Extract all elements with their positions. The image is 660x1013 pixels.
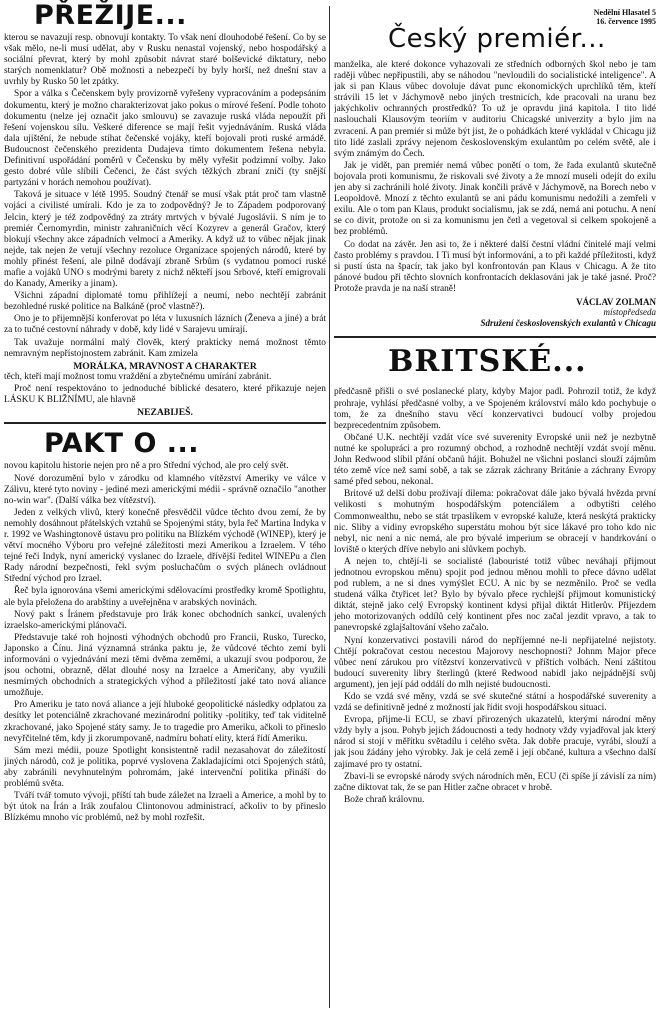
centered-slogan: MORÁLKA, MRAVNOST A CHARAKTER — [73, 360, 257, 372]
article-paragraph: Sám mezi médii, pouze Spotlight konsistentně radil nezasahovat do záležitostí jiných národů, což je politika, poprvé vyslovena Zakladajícími otci Spojených států, aby zabránili nevyhnutelným pohromám, jaké intervenční politika přináší do problémů světa. — [4, 745, 326, 790]
article-paragraph: Co dodat na závěr. Jen asi to, že i některé další čestní vládní činitelé mají velmi často problémy s pravdou. I Ti musí být informováni, a to při každé příležitosti, když si pustí ústa na špacír, tak jako byl konfrontován pan Klaus v Chicagu. A že tito pánové budou při těchto slovních konfrontacích deklasováni jak je také jasné. Proč? Protože pravda je na naší straně! — [334, 239, 656, 294]
masthead — [594, 8, 656, 26]
article-paragraph: Tak uvažuje normální malý člověk, který prakticky nemá možnost těmto nemravným nepřístojnostem zabránit. Kam zmizela — [4, 337, 326, 359]
centered-slogan: NEZABIJEŠ. — [137, 407, 193, 419]
article-paragraph: Zbavi-li se evropské národy svých národních měn, ECU (či spíše jí závislí za ním) začne diktovat tak, že se pan Hitler začne obracet v hrobě. — [334, 771, 656, 793]
signature-role: místopředseda — [603, 307, 656, 318]
article-paragraph: Všichni západní diplomaté tomu přihlížejí a neumí, nebo nechtějí zabránit bezohledné ruské politice na Balkáně (proč vlastně?). — [4, 291, 326, 313]
article-title-pakt: PAKT O ... — [44, 428, 200, 460]
article-paragraph: předčasně přišli o své poslanecké platy, kdyby Major padl. Pohrozil totiž, že když prohraje, vyhlásí předčasné volby, a ve Spojeném království málo kdo pochybuje o tom, že za dnešního stavu věcí konzervativci budoucí volby projedou bezprecedentním způsobem. — [334, 387, 656, 431]
article-paragraph: Představuje také roh hojnosti výhodných obchodů pro Francii, Rusko, Turecko, Japonsko a Čínu. Jiná významná stránka paktu je, že vůdcové těchto zemí byli informováni o vyjednávání mezi těmi dvěma zeměmi, a ukazují svou podporou, že jsou ochotni, obrazně, dělat dlouhé nosy na Izraelce a Američany, aby využili nesmírných obchodních a strategických výhod a příležitostí jaké tato nová aliance umožňuje. — [4, 632, 326, 699]
article-paragraph: Nové dorozumění bylo v zárodku od klamného vítězství Ameriky ve válce v Zálivu, které tyto noviny - jediné mezi americkými médii - správně označilo "another no-win war". (Další válka bez vítězství). — [4, 473, 326, 506]
section-rule — [334, 336, 656, 338]
article-paragraph: Nyní konzervativci postavili národ do nepříjemné ne-li nepřijatelné nejistoty. Chtějí pokračovat cestou necestou Majorovy neschopnosti? Johnm Major přece vůbec není zárukou pro vítězství konzervativců v příštích volbách. Není záštitou budoucí suverenity libry šterlingů (které Redwood nabídl jako nejpádnější svůj argument), jen její pád oddálí do mlh nejisté budoucnosti. — [334, 635, 656, 690]
article-paragraph: Jeden z velkých vlivů, který konečně přesvědčil vůdce těchto dvou zemí, že by nemohly dosáhnout přátelských vztahů se Spojenými státy, byla řeč Martina Indyka v r. 1992 ve Washingtonově ústavu pro politiku na Blízkém východě (WINEP), který je větví mocného Výboru pro veřejné záležitosti mezi Amerikou a Izraelem. V tého tejné řeči Indyk, nyní americký vyslanec do Izraele, dřívější ředitel WINEPu a člen Rady národní bezpečnosti, řekl svým posluchačům o svých plánech ovládnout Střední východ pro Izrael. — [4, 507, 326, 585]
article-paragraph: těch, kteří mají možnost tomu vraždění a zbytečnému umírání zabránit. — [4, 371, 272, 382]
article-title-cesky-premier: Český premiér... — [388, 24, 606, 54]
article-paragraph: Tváří tvář tomuto vývoji, příští tah bude záležet na Izraeli a Americe, a mohl by to být útok na Írán a Irák zoufalou Clintonovou administrací, ačkoliv to by přineslo Blízkému mnoho víc problémů, než by mohl rozřešit. — [4, 791, 326, 824]
article-title-prezije: PŘEŽIJE... — [34, 0, 187, 31]
article-paragraph: manželka, ale které dokonce vyhazovali ze středních odborných škol nebo je tam raději vůbec nepřipustili, aby se náhodou "nevloudili do socialistické inteligence". A jak si pan Klaus vůbec dovoluje dávat punc ekonomických uprchlíků těm, kteří strávili 15 let v Jáchymově nebo jiných trestnicích, kde pracovali na uranu bez jakýchkoliv ochranných prostředků? To už je opravdu jiná kapitola. I tito lidé naslouchali Klausovým teoriím v auditoriu Chicagské univerzity a bylo jim na zvracení. A pan premiér si může být jist, že o pohádkách které vykládal v Chicagu již tito lidé zaslali zprávy nejenom československým exulantům po celém světě, ale i svým známým do Čech. — [334, 60, 656, 159]
article-paragraph: Ono je to přijemnější konferovat po léta v luxusních lázních (Ženeva a jiné) a brát za to tučné cestovní náhrady v době, kdy lidé v Sarajevu umírají. — [4, 314, 326, 336]
article-paragraph: Jak je vidět, pan premiér nemá vůbec ponětí o tom, že řada exulantů skutečně bojovala proti komunismu, že riskovali své životy a že mnozí museli odejít do exilu jen aby si zachránili holé životy. Jinak končili právě v Jáchymově, na Borech nebo v Leopoldově. Mnozí z těchto exulantů se ani pádu komunismu nedožili a zemřeli v exilu. Ale o tom pan Klaus, produkt socialismu, jak se zdá, nemá ani potuchu. A není se co divit, protože on si za komunismu jen četl a vegetoval si celkem spokojeně a bez problémů. — [334, 160, 656, 238]
article-paragraph: Řeč byla ignorována všemi americkými sdělovacími prostředky kromě Spotlightu, ale byla přeložena do arabštiny a uveřejněna v arabských novinách. — [4, 586, 326, 608]
masthead-paper: Nedělní Hlasatel 5 — [593, 8, 656, 17]
article-paragraph: Bože chraň královnu. — [344, 794, 425, 805]
article-paragraph: Pro Ameriku je tato nová aliance a její hluboké geopolitické následky odplatou za desítky let potenciálně zkrachované mezinárodní politiky -politiky, teď tak viditelně zkrachované, jako Spojené státy samy. Je to tragedie pro Ameriku, ačkoli to přineslo nevyřčitelné těm, kdy ji zkorumpovaně, nadmíru bohatí elity, která řídí Ameriku. — [4, 700, 326, 744]
article-paragraph: A nejen to, chtějí-li se socialisté (labouristé totiž vůbec neváhají přijmout jednotnou evropskou měnu) spojit pod jednou měnou mohli to přece dávno udělat pod rublem, a ne si dnes vymýšlet ECU. A nic by se nezměnilo. Proč se vedla studená válka čtyřicet let? Bylo by bývalo přece rychlejší přijmout komunistický diktát, stejně jako celý Evropský kontinent kdysi přijal diktát Hitlerův. Přijezdem jeho motorizovaných oddílů celý kontinent přes noc začal jezdit vpravo, a tak to panevropské zglajšaltování všeho začalo. — [334, 556, 656, 634]
article-paragraph: Spor a válka s Čečenskem byly provizorně vyřešeny vypracováním a podepsáním dokumentu, který je možno charakterizovat jako pokus o mírové řešení. Podle tohoto dokumentu (nelze jej označit jako smlouvu) se zavazuje ruská vláda nepoužít při řešení vojenskou sílu. Veškeré diference se mají řešit vyjednáváním. Ruská vláda dala ujištění, že nebude stíhat čečenské vojáky, kteří bojovali proti ruské armádě. Budoucnost čečenského prezidenta Dudajeva tímto dokumentem řešena nebyla. Definitivní uspořádání poměrů v Čečensku by měly vyřešit podzimní volby. Jako gesto dobré vůle slíbili Čečenci, že část svých těžkých zbraní zničí (ty snější partyzáni v horách nemohou používat). — [4, 89, 326, 189]
column-divider — [329, 6, 330, 1008]
right-column — [334, 0, 656, 1013]
masthead-block — [334, 6, 656, 54]
article-paragraph: Evropa, přijme-li ECU, se zbaví přirozených ukazatelů, kterými národní měny vždy byly a jsou. Pohyb jejich žádoucnosti a tedy hodnoty vždy vyjadřoval jak který národ si stojí v měřítku světadílu i celého světa. Jak dobře pracuje, vyrábí, slouží a jak jsou žádány jeho výrobky. Jak je celá země i její občané, kultura a všechno další zajímavé pro ty ostatní. — [334, 715, 656, 770]
signature-block — [334, 297, 656, 329]
article-paragraph: Proč není respektováno to jednoduché biblické desatero, které přikazuje nejen LÁSKU K BLIŽNÍMU, ale hlavně — [4, 384, 326, 406]
section-rule — [4, 422, 326, 424]
article-paragraph: Britové už delší dobu prožívají dilema: pokračovat dále jako bývalá hvězda první velikosti s mohutným hospodářským potenciálem a odbytišti celého Commonwealthu, nebo se stát trpaslíkem v evropské kaluže, která neskýtá prakticky nic. Sliby a vidiny evropského superstátu mohou být sice lákavé pro toho kdo nic nebyl, nic není a nic nemá, ale pro bývalé imperium se obracejí v handrkování o loviště o kterých dříve nebylo ani slůvkem pochyb. — [334, 489, 656, 555]
signature-name: VÁCLAV ZOLMAN — [576, 296, 656, 307]
article-paragraph: Nový pakt s Íránem představuje pro Irák konec obchodních sankcí, uvalených izraelsko-americkými plánovači. — [4, 609, 326, 631]
article-paragraph: kterou se navazují resp. obnovují kontakty. To však není dlouhodobé řešení. Co by se však mělo, ne-li musí udělat, aby v Rusku nenastal vojenský, nebo hospodářský a sociální převrat, který by mohl způsobit návrat staré bolševické diktatury, nebo starých nomenklatur? Obě možnosti a nebezpečí by byly horší, než dnešní stav a uvrhly by Rusko 50 let zpátky. — [4, 33, 326, 88]
article-title-britske: BRITSKÉ... — [388, 344, 587, 380]
signature-organization: Sdružení československých exulantů v Chicagu — [480, 317, 656, 328]
article-paragraph: Občané U.K. nechtějí vzdát více své suverenity Evropské unii než je nezbytně nutné ke spolupráci a pro rozumný obchod, a rozhodně nechtějí vzdát svojí měnu. John Redwood slíbil přání občanů hájit. Bohužel ne všichni poslanci slouží zájmům této země více než sami sobě, a tak se zázrak záchrany Británie a záchrany Evropy samé před sebou, nekonal. — [334, 432, 656, 488]
left-column — [4, 0, 326, 1013]
article-paragraph: Taková je situace v létě 1995. Soudný čtenář se musí však ptát proč tam vlastně vojáci a civilisté umírali. Kdo je za to zodpovědný? Je to Západem podporovaný Jelcin, který je též zodpovědný za ztráty mrtvých v bývalé Jugoslávii. S ním je to premiér Černomyrdin, ministr zahraničních věcí Kozyrev a generál Gračov, který blokují všechny akce západních velmocí a Ameriky. A když už to vůbec nějak jinak nejde, tak nejen že vetují všechny rezoluce Organizace spojených národů, které by mohly přinést řešení, ale pilně dodávají zbraně Srbům (s vydatnou pomocí ruské mafie a vojáků UNO s modrými barety z nichž někteří jsou Srbové, kteří emigrovali do Kanady, Ameriky a jinam). — [4, 190, 326, 290]
masthead-date: 16. července 1995 — [596, 17, 656, 26]
article-paragraph: Kdo se vzdá své měny, vzdá se své skutečné státní a hospodářské suverenity a vzdá se definitivně jedné z možností jak řídit svoji hospodářskou situaci. — [334, 692, 656, 714]
article-paragraph: novou kapitolu historie nejen pro ně a pro Střední východ, ale pro celý svět. — [4, 461, 289, 472]
